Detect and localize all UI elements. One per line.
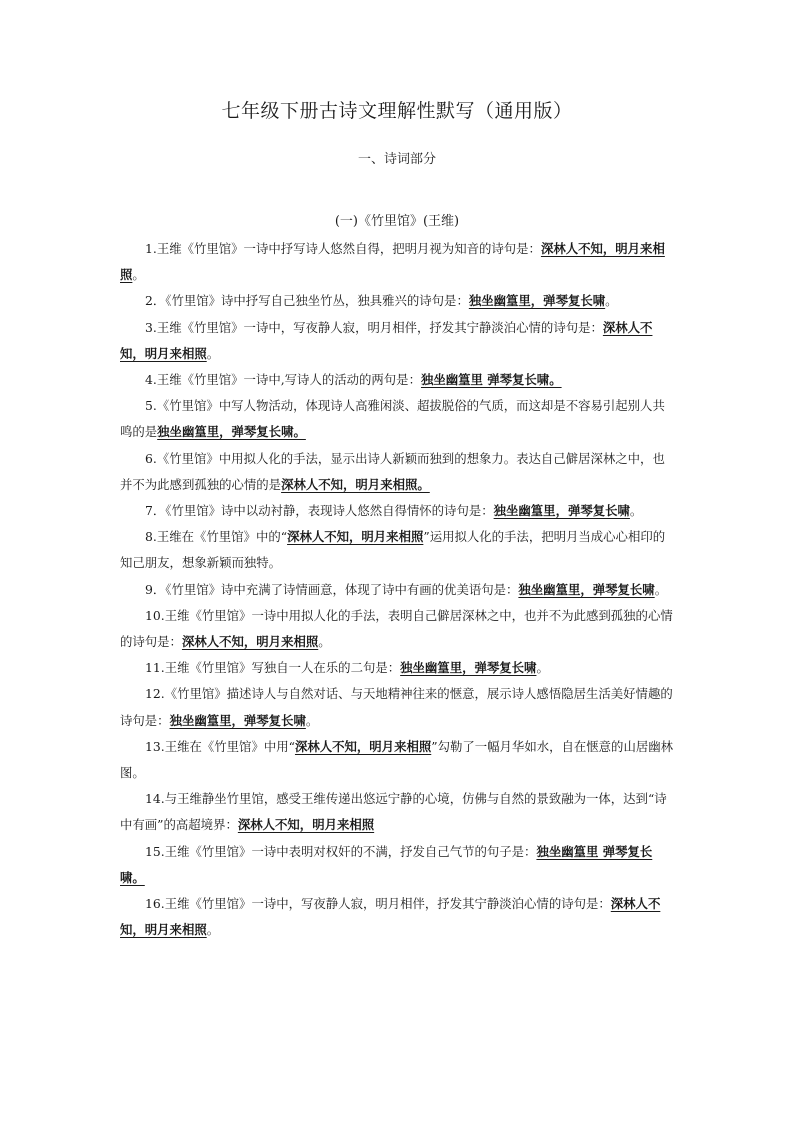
question-text: 10.王维《竹里馆》一诗中用拟人化的手法，表明自己僻居深林之中，也并不为此感到孤独的心情的诗句是： <box>120 607 673 650</box>
question-text: 16.王维《竹里馆》一诗中，写夜静人寂，明月相伴，抒发其宁静淡泊心情的诗句是： <box>145 896 611 912</box>
answer-text: 深林人不知，明月来相照。 <box>281 476 430 492</box>
question-text: 4.王维《竹里馆》一诗中,写诗人的活动的两句是： <box>145 372 421 388</box>
answer-text: 深林人不知，明月来相照 <box>181 634 319 650</box>
question-item-2 <box>120 288 676 314</box>
question-item-15 <box>120 839 676 891</box>
question-item-7 <box>120 498 676 524</box>
question-item-6 <box>120 446 676 498</box>
answer-text: 深林人不知，明月来相照 <box>287 529 424 545</box>
question-item-8 <box>120 524 676 576</box>
answer-text: 深林人不知，明月来相照 <box>120 241 665 283</box>
question-tail: 。 <box>605 293 618 309</box>
page-title: 七年级下册古诗文理解性默写（通用版） <box>221 100 573 122</box>
question-text: 9．《竹里馆》诗中充满了诗情画意，体现了诗中有画的优美语句是： <box>145 581 519 597</box>
question-tail: 。 <box>654 581 668 597</box>
question-tail: ”勾勒了一幅月华如水，自在惬意的山居幽林图。 <box>120 738 674 781</box>
question-text: 5.《竹里馆》中写人物活动，体现诗人高雅闲淡、超拔脱俗的气质，而这却是不容易引起别人共鸣的是 <box>120 398 665 440</box>
answer-text: 独坐幽篁里，弹琴复长啸 <box>400 660 537 676</box>
question-text: 12.《竹里馆》描述诗人与自然对话、与天地精神往来的惬意，展示诗人感悟隐居生活美好情趣的诗句是： <box>120 686 673 728</box>
answer-text: 深林人不知，明月来相照 <box>237 817 375 833</box>
question-text: 14.与王维静坐竹里馆，感受王维传递出悠远宁静的心境，仿佛与自然的景致融为一体，达到“诗中有画”的高超境界： <box>120 791 667 833</box>
question-tail: 。 <box>318 634 331 650</box>
answer-text: 独坐幽篁里 弹琴复长啸。 <box>420 372 562 388</box>
question-item-13 <box>120 734 676 786</box>
answer-text: 深林人不知，明月来相照 <box>294 738 432 754</box>
question-item-10 <box>120 603 676 655</box>
question-tail: 。 <box>206 922 220 938</box>
question-item-16 <box>120 891 676 943</box>
answer-text: 独坐幽篁里，弹琴复长啸 <box>468 293 606 309</box>
question-item-12 <box>120 681 676 733</box>
question-item-4 <box>120 367 676 393</box>
question-text: 15.王维《竹里馆》一诗中表明对权奸的不满，抒发自己气节的句子是： <box>145 843 537 859</box>
question-item-14 <box>120 786 676 838</box>
answer-text: 深林人不知，明月来相照 <box>120 319 653 361</box>
question-list <box>120 236 676 943</box>
question-item-11 <box>120 655 676 681</box>
answer-text: 独坐幽篁里 弹琴复长啸。 <box>120 843 653 885</box>
question-tail: 。 <box>132 267 145 283</box>
question-tail: 。 <box>629 503 643 519</box>
question-item-1 <box>120 236 676 288</box>
question-text: 6.《竹里馆》中用拟人化的手法，显示出诗人新颖而独到的想象力。表达自己僻居深林之中，也并不为此感到孤独的心情的是 <box>120 450 665 492</box>
question-text: 3.王维《竹里馆》一诗中，写夜静人寂，明月相伴，抒发其宁静淡泊心情的诗句是： <box>145 319 603 335</box>
question-text: 7．《竹里馆》诗中以动衬静，表现诗人悠然自得情怀的诗句是： <box>145 503 494 519</box>
question-item-9 <box>120 577 676 603</box>
question-item-3 <box>120 315 676 367</box>
question-text: 8.王维在《竹里馆》中的“ <box>145 529 288 545</box>
answer-text: 独坐幽篁里，弹琴复长啸 <box>518 581 655 597</box>
question-tail: 。 <box>305 712 319 728</box>
question-text: 2．《竹里馆》诗中抒写自己独坐竹丛，独具雅兴的诗句是： <box>145 293 469 309</box>
subsection-heading: (一)《竹里馆》(王维) <box>334 214 460 229</box>
question-item-5 <box>120 393 676 445</box>
question-text: 11.王维《竹里馆》写独自一人在乐的二句是： <box>145 660 401 676</box>
answer-text: 独坐幽篁里，弹琴复长啸 <box>169 712 306 728</box>
answer-text: 深林人不知，明月来相照 <box>120 896 661 938</box>
question-text: 1.王维《竹里馆》一诗中抒写诗人悠然自得，把明月视为知音的诗句是： <box>145 241 541 256</box>
section-heading: 一、诗词部分 <box>357 152 436 167</box>
answer-text: 独坐幽篁里，弹琴复长啸 <box>493 503 630 519</box>
question-tail: 。 <box>536 660 549 676</box>
question-tail: 。 <box>206 345 220 361</box>
answer-text: 独坐幽篁里，弹琴复长啸。 <box>157 424 306 440</box>
question-text: 13.王维在《竹里馆》中用“ <box>145 738 295 754</box>
question-tail: ”运用拟人化的手法，把明月当成心心相印的知己朋友，想象新颖而独特。 <box>120 529 666 571</box>
